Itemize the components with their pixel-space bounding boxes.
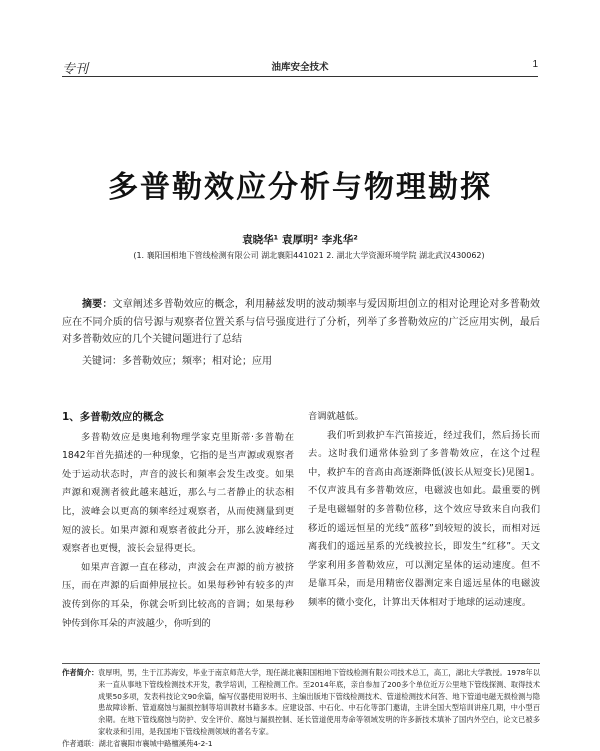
left-column: [62, 408, 294, 633]
article-title: 多普勒效应分析与物理勘探: [108, 170, 492, 205]
author-list: 袁晓华¹ 袁厚明² 李兆华²: [242, 234, 358, 246]
footnote-address: 作者通联：湖北省襄阳市襄城中路檀溪苑4-2-1: [62, 738, 213, 748]
abstract-label: 摘要：: [82, 299, 113, 310]
keywords-text: 多普勒效应；频率；相对论；应用: [122, 356, 272, 367]
body-paragraph: 音调就越低。: [308, 411, 364, 422]
abstract: [62, 296, 540, 349]
right-column: [308, 408, 540, 613]
running-header: [62, 58, 538, 78]
header-rule: [62, 76, 538, 77]
abstract-text: 文章阐述多普勒效应的概念，利用赫兹发明的波动频率与爱因斯坦创立的相对论理论对多普勒效应在不同介质的信号源与观察者位置关系与信号强度进行了分析，列举了多普勒效应的广泛应用实例，最后对多普勒效应的几个关键问题进行了总结: [62, 299, 541, 345]
author-affiliations: (1. 襄阳国相地下管线检测有限公司 湖北襄阳441021 2. 湖北大学资源环境学院 湖北武汉430062): [133, 251, 485, 260]
footnote-rule: [62, 663, 540, 664]
header-section-label: 专刊: [62, 61, 89, 76]
author-footnote: [62, 667, 540, 750]
page-number: 1: [532, 59, 538, 70]
body-paragraph: 多普勒效应是奥地利物理学家克里斯蒂·多普勒在1842年首先描述的一种现象，它指的是当声源或观察者处于运动状态时，声音的波长和频率会发生改变。如果声源和观测者彼此越来越近，那么与二者静止的状态相比，波峰会以更高的频率经过观察者，从而使测量到更短的波长。如果声源和观察者彼此分开，那么波峰经过观察者也更慢，波长会显得更长。: [62, 431, 294, 555]
section-heading: 1、多普勒效应的概念: [62, 411, 164, 423]
footnote-text: 袁厚明，男，生于江苏海安，毕业于南京师范大学，现任湖北襄阳国相地下管线检测有限公司技术总工，高工，湖北大学教授。1978年以来一直从事地下管线检测技术开发，教学培训，工程检测工作。至2014年底，亲自参加了200多个单位近万公里地下管线探测、取得技术成果50多项，发表科技论文90余篇，编写仪器使用说明书、主编出版地下管线检测技术、管道检测技术问答、地下管道电磁无损检测与隐患故障诊断、管道腐蚀与漏损控制等培训教材书籍多本。应建设部、中石化、中石化等部门邀请，主讲全国大型培训讲座几期，中小型百余期。在地下管线腐蚀与防护、安全评价、腐蚀与漏损控制、延长管道使用寿命等领域发明的许多新技术填补了国内外空白，论文已被多家收录和引用，是我国地下管线检测领域的著名专家。: [98, 668, 540, 736]
header-journal-name: 油库安全技术: [271, 62, 329, 73]
body-paragraph: 我们听到救护车汽笛接近，经过我们，然后扬长而去。这时我们通常体验到了多普勒效应，在这个过程中，救护车的音高由高逐渐降低(波长从短变长)见图1。不仅声波具有多普勒效应，电磁波也如此。最重要的例子是电磁辐射的多普勒位移，这个效应导致来自向我们移近的遥远恒星的光线“蓝移”到较短的波长，而相对远离我们的遥远星系的光线被拉长，即发生“红移”。天文学家利用多普勒效应，可以测定星体的运动速度。但不是靠耳朵，而是用精密仪器测定来自遥远星体的电磁波频率的微小变化，计算出天体相对于地球的运动速度。: [308, 429, 540, 608]
keywords: [82, 352, 272, 367]
keywords-label: 关键词：: [82, 356, 122, 367]
body-paragraph: 如果声音源一直在移动，声波会在声源的前方被挤压，而在声源的后面伸展拉长。如果每秒钟有较多的声波传到你的耳朵，你就会听到比较高的音调；如果每秒钟传到你耳朵的声波越少，你听到的: [62, 561, 294, 629]
footnote-label: 作者简介：: [62, 668, 99, 677]
